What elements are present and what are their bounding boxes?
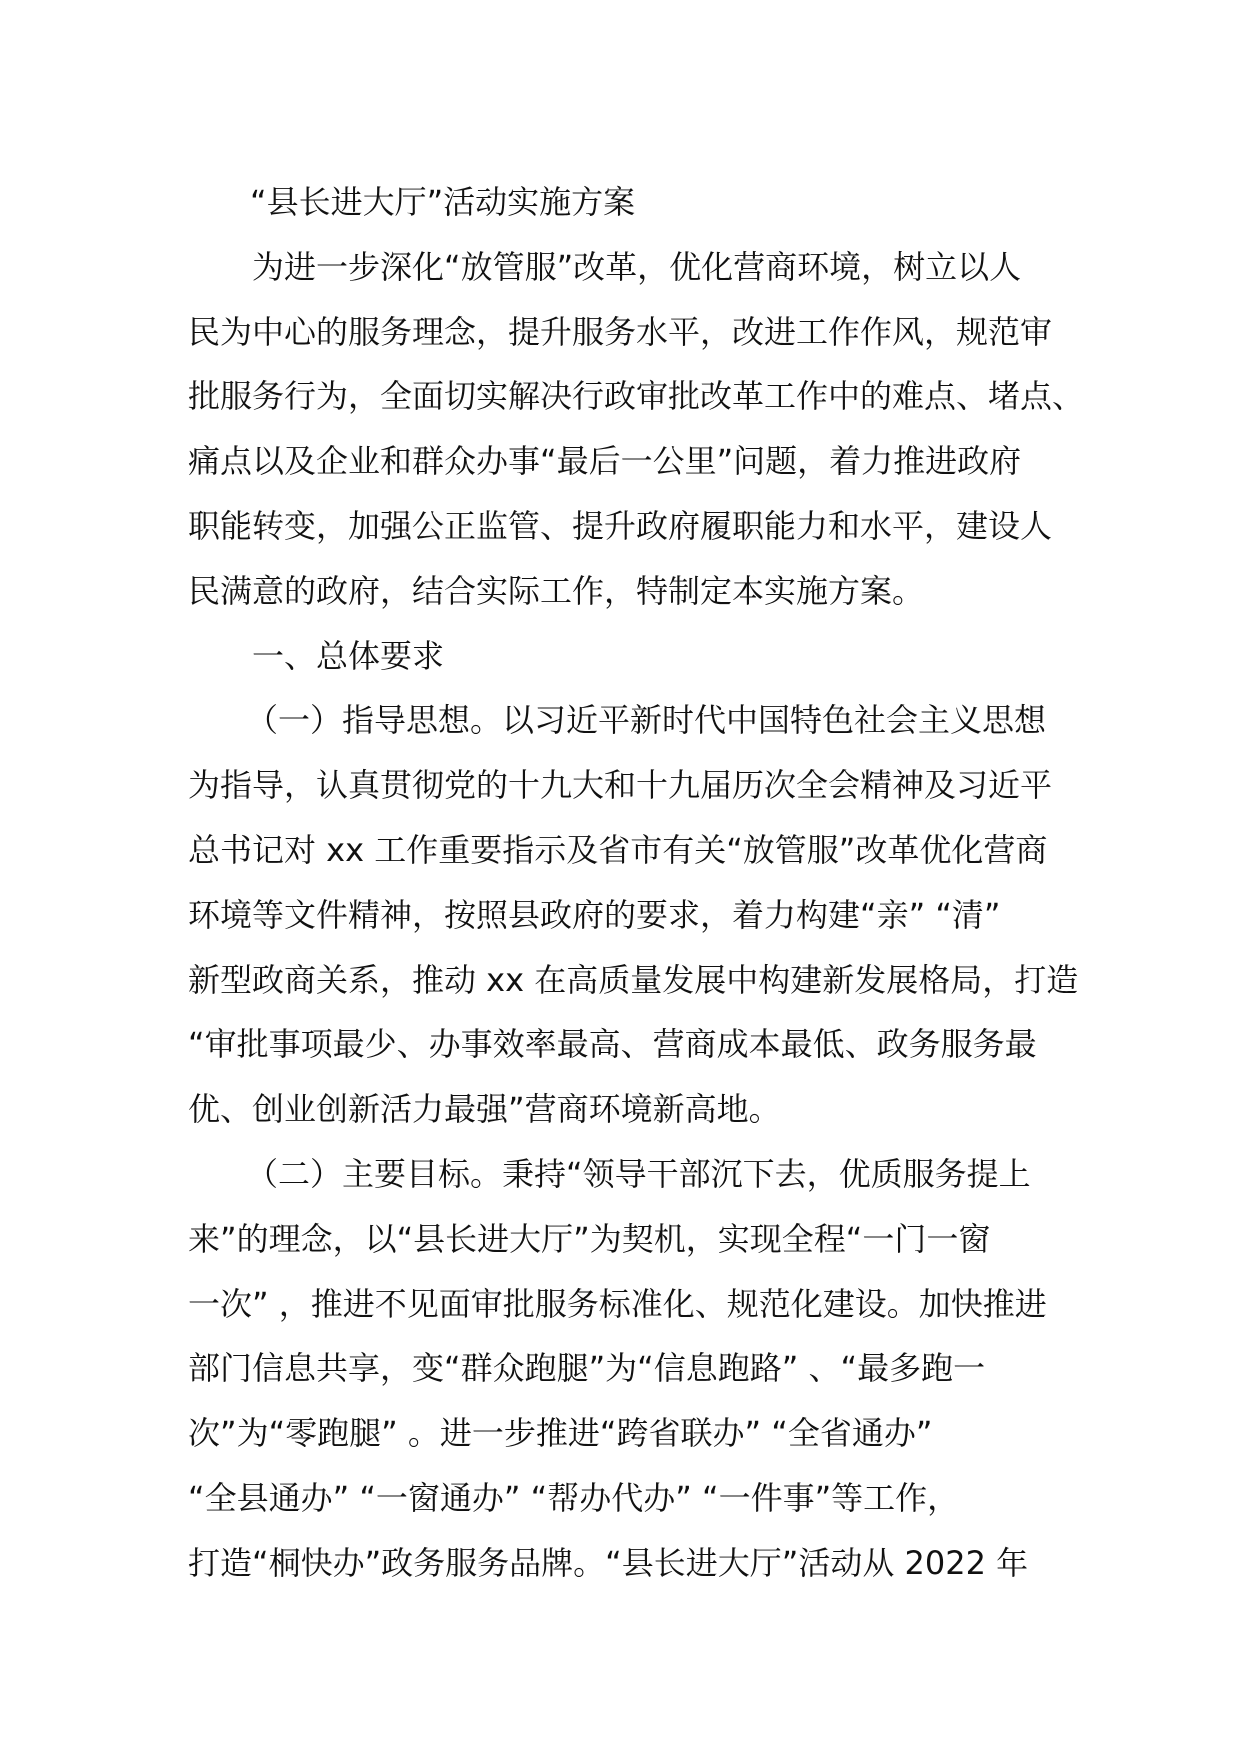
part2-line: （二）主要目标。秉持“领导干部沉下去，优质服务提上 [246,1154,1031,1193]
part1-line: 环境等文件精神，按照县政府的要求，着力构建“亲” “清” [188,895,1001,934]
intro-line: 为进一步深化“放管服”改革，优化营商环境，树立以人 [252,247,1022,286]
part2-line: 一次” ，推进不见面审批服务标准化、规范化建设。加快推进 [188,1284,1047,1323]
part1-line: “审批事项最少、办事效率最高、营商成本最低、政务服务最 [188,1025,1037,1064]
document-title: “县长进大厅”活动实施方案 [250,183,636,221]
part1-line: 为指导，认真贯彻党的十九大和十九届历次全会精神及习近平 [188,766,1053,805]
intro-line: 民为中心的服务理念，提升服务水平，改进工作作风，规范审 [188,312,1053,351]
part2-line: 打造“桐快办”政务服务品牌。“县长进大厅”活动从 2022 年 [188,1543,1029,1582]
intro-line: 职能转变，加强公正监管、提升政府履职能力和水平，建设人 [188,506,1053,545]
intro-line: 批服务行为，全面切实解决行政审批改革工作中的难点、堵点、 [188,377,1085,416]
part2-line: 部门信息共享，变“群众跑腿”为“信息跑路” 、“最多跑一 [188,1349,986,1388]
section-heading: 一、总体要求 [252,636,445,675]
document-body [188,170,1085,1596]
part1-line: 优、创业创新活力最强”营商环境新高地。 [188,1090,781,1129]
part2-line: 次”为“零跑腿” 。进一步推进“跨省联办” “全省通办” [188,1414,933,1453]
part1-line: 总书记对 xx 工作重要指示及省市有关“放管服”改革优化营商 [188,830,1048,869]
part2-line: 来”的理念，以“县长进大厅”为契机，实现全程“一门一窗 [188,1219,991,1258]
part2-line: “全县通办” “一窗通办” “帮办代办” “一件事”等工作， [188,1478,960,1517]
intro-line: 民满意的政府，结合实际工作，特制定本实施方案。 [188,571,925,610]
part1-line: 新型政商关系，推动 xx 在高质量发展中构建新发展格局，打造 [188,960,1079,999]
part1-line: （一）指导思想。以习近平新时代中国特色社会主义思想 [246,701,1047,740]
intro-line: 痛点以及企业和群众办事“最后一公里”问题，着力推进政府 [188,442,1022,481]
